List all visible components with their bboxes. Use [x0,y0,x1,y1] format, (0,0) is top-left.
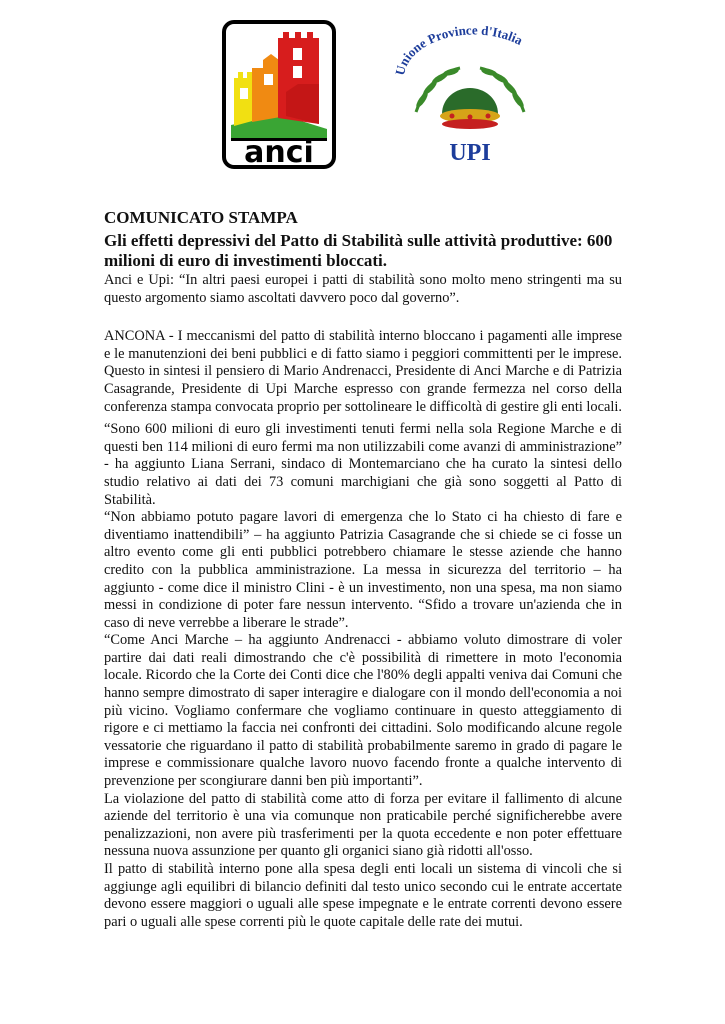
logo-header [0,18,725,178]
press-release [104,208,622,931]
anci-logo [222,20,336,169]
doc-headline: Gli effetti depressivi del Patto di Stabilità sulle attività produttive: 600 milioni di euro di investimenti bloccati. [104,231,613,270]
upi-logo [390,20,550,170]
paragraph: ANCONA - I meccanismi del patto di stabilità interno bloccano i pagamenti alle imprese e le manutenzioni dei beni pubblici e di fatto siamo i peggiori committenti per le imprese. Questo in sintesi il pensiero di Mario Andrenacci, Presidente di Anci Marche e di Patrizia Casagrande, Presidente di Upi Marche espresso con grande fermezza nel corso della conferenza stampa convocata proprio per sottolineare le difficoltà di gestire gli enti locali. [104,328,622,415]
paragraph: La violazione del patto di stabilità come atto di forza per evitare il fallimento di alcune aziende del territorio è una via comunque non praticabile perché significherebbe avere penalizzazioni, non avere più trasferimenti per la quota eccedente e non poter effettuare nessuna nuova assunzione per quanto gli organici siano già ridotti all'osso. [104,790,622,860]
doc-subhead: Anci e Upi: “In altri paesi europei i patti di stabilità sono molto meno stringenti ma su questo argomento siamo ascoltati davvero poco dal governo”. [104,272,622,306]
upi-logo-text: UPI [449,140,491,166]
anci-logo-text: anci [244,135,314,169]
upi-arc-text: Unione Province d'Italia [391,22,526,77]
doc-kicker: COMUNICATO STAMPA [104,208,298,227]
paragraph: “Non abbiamo potuto pagare lavori di emergenza che lo Stato ci ha chiesto di fare e diventiamo inattendibili” – ha aggiunto Patrizia Casagrande che si chiede se ci fosse un altro evento come gli enti pubblici potrebbero chiamare le stesse aziende che hanno credito con la pubblica amministrazione. La messa in sicurezza del territorio – ha aggiunto - come dice il ministro Clini - è un investimento, non una spesa, ma non siamo messi in condizione di poter fare nessun intervento. “Sfido a trovare un'azienda che in caso di neve verrebbe a liberare le strade”. [104,509,622,631]
paragraph: “Come Anci Marche – ha aggiunto Andrenacci - abbiamo voluto dimostrare di voler partire dai dati reali dimostrando che c'è possibilità di rimettere in moto l'economia locale. Ricordo che la Corte dei Conti dice che l'80% degli appalti veniva dai Comuni che hanno sempre dimostrato di saper interagire e dialogare con il mondo dell'economia a noi più vicino. Vogliamo confermare che vogliamo continuare in questo atteggiamento di rigore e ci mettiamo la faccia nei confronti dei cittadini. Solo modificando alcune regole vessatorie che riguardano il patto di stabilità probabilmente saremo in grado di pagare le imprese e commissionare qualche lavoro nuovo facendo fronte a qualche intervento di prevenzione per scongiurare danni ben più importanti”. [104,632,622,790]
paragraph: Il patto di stabilità interno pone alla spesa degli enti locali un sistema di vincoli che si aggiunge agli equilibri di bilancio definiti dal testo unico secondo cui le entrate accertate devono essere maggiori o uguali alle spese impegnate e le entrate correnti devono essere pari o uguali alle spese correnti più le quote capitale delle rate dei mutui. [104,861,622,930]
paragraph: “Sono 600 milioni di euro gli investimenti tenuti fermi nella sola Regione Marche e di questi ben 114 milioni di euro fermi ma non utilizzabili come avanzi di amministrazione” - ha aggiunto Liana Serrani, sindaco di Montemarciano che ha curato la sintesi dello studio relativo ai dati dei 73 comuni marchigiani che già sono soggetti al Patto di Stabilità. [104,421,622,508]
